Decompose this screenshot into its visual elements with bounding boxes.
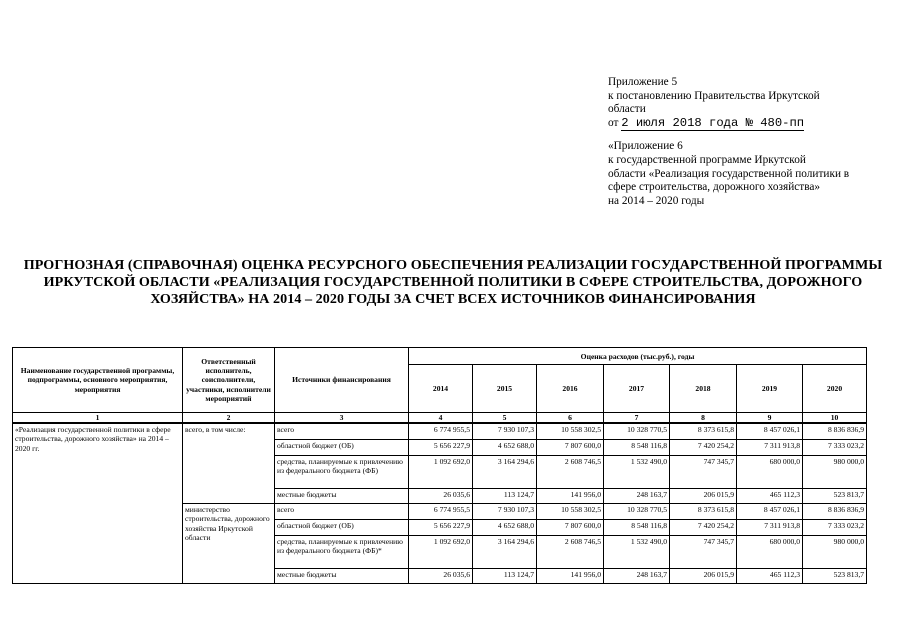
value-cell: 113 124,7: [473, 489, 537, 504]
value-cell: 465 112,3: [737, 489, 803, 504]
value-cell: 7 807 600,0: [537, 520, 604, 536]
value-cell: 10 328 770,5: [604, 423, 670, 440]
value-cell: 7 930 107,3: [473, 423, 537, 440]
appendix-line-1: Приложение 5: [608, 76, 678, 88]
value-cell: 980 000,0: [803, 536, 867, 569]
appendix-line-8: на 2014 – 2020 годы: [608, 194, 705, 207]
value-cell: 113 124,7: [473, 569, 537, 584]
value-cell: 747 345,7: [670, 456, 737, 489]
value-cell: 5 656 227,9: [409, 520, 473, 536]
value-cell: 7 333 023,2: [803, 520, 867, 536]
header-year: 2020: [803, 365, 867, 413]
value-cell: 7 311 913,8: [737, 440, 803, 456]
value-cell: 4 652 688,0: [473, 440, 537, 456]
column-number: 9: [737, 413, 803, 424]
appendix-line-7: области «Реализация государственной политики в сфере строительства, дорожного хозяйства»: [608, 167, 850, 194]
header-source: Источники финансирования: [275, 348, 409, 413]
value-cell: 4 652 688,0: [473, 520, 537, 536]
value-cell: 1 092 692,0: [409, 456, 473, 489]
header-year: 2015: [473, 365, 537, 413]
responsible-cell: всего, в том числе:: [183, 423, 275, 504]
value-cell: 6 774 955,5: [409, 423, 473, 440]
header-year: 2019: [737, 365, 803, 413]
value-cell: 747 345,7: [670, 536, 737, 569]
appendix-date-value: 2 июля 2018 года № 480-пп: [621, 115, 805, 130]
responsible-cell: министерство строительства, дорожного хозяйства Иркутской области: [183, 504, 275, 584]
value-cell: 206 015,9: [670, 569, 737, 584]
value-cell: 10 558 302,5: [537, 504, 604, 520]
value-cell: 8 457 026,1: [737, 504, 803, 520]
value-cell: 248 163,7: [604, 569, 670, 584]
value-cell: 10 558 302,5: [537, 423, 604, 440]
value-cell: 980 000,0: [803, 456, 867, 489]
source-cell: областной бюджет (ОБ): [275, 520, 409, 536]
header-row-top: [13, 348, 867, 365]
header-responsible: Ответственный исполнитель, соисполнители, участники, исполнители мероприятий: [183, 348, 275, 413]
header-year: 2017: [604, 365, 670, 413]
column-number: 2: [183, 413, 275, 424]
value-cell: 7 807 600,0: [537, 440, 604, 456]
value-cell: 680 000,0: [737, 456, 803, 489]
column-number: 5: [473, 413, 537, 424]
value-cell: 26 035,6: [409, 489, 473, 504]
appendix-date-line: [608, 117, 870, 131]
value-cell: 8 836 836,9: [803, 504, 867, 520]
value-cell: 10 328 770,5: [604, 504, 670, 520]
header-year: 2018: [670, 365, 737, 413]
program-name-cell: «Реализация государственной политики в сфере строительства, дорожного хозяйства» на 2014 – 2020 гг.: [13, 423, 183, 584]
column-number: 1: [13, 413, 183, 424]
header-estimate: Оценка расходов (тыс.руб.), годы: [409, 348, 867, 365]
value-cell: 206 015,9: [670, 489, 737, 504]
value-cell: 3 164 294,6: [473, 536, 537, 569]
appendix-line-5: «Приложение 6: [608, 140, 683, 153]
value-cell: 7 311 913,8: [737, 520, 803, 536]
value-cell: 7 420 254,2: [670, 520, 737, 536]
value-cell: 8 373 615,8: [670, 423, 737, 440]
value-cell: 141 956,0: [537, 569, 604, 584]
column-number: 8: [670, 413, 737, 424]
appendix-block: [608, 76, 870, 208]
value-cell: 7 420 254,2: [670, 440, 737, 456]
value-cell: 26 035,6: [409, 569, 473, 584]
value-cell: 465 112,3: [737, 569, 803, 584]
value-cell: 523 813,7: [803, 489, 867, 504]
column-number: 6: [537, 413, 604, 424]
value-cell: 680 000,0: [737, 536, 803, 569]
column-number: 4: [409, 413, 473, 424]
value-cell: 3 164 294,6: [473, 456, 537, 489]
value-cell: 8 548 116,8: [604, 440, 670, 456]
source-cell: областной бюджет (ОБ): [275, 440, 409, 456]
appendix-line-3: области: [608, 103, 646, 116]
value-cell: 7 930 107,3: [473, 504, 537, 520]
source-cell: местные бюджеты: [275, 489, 409, 504]
source-cell: всего: [275, 504, 409, 520]
value-cell: 1 532 490,0: [604, 456, 670, 489]
column-number: 3: [275, 413, 409, 424]
source-cell: средства, планируемые к привлечению из федерального бюджета (ФБ): [275, 456, 409, 489]
appendix-date-prefix: от: [608, 116, 619, 129]
column-number: 7: [604, 413, 670, 424]
value-cell: 2 608 746,5: [537, 536, 604, 569]
header-year: 2014: [409, 365, 473, 413]
value-cell: 8 373 615,8: [670, 504, 737, 520]
source-cell: средства, планируемые к привлечению из федерального бюджета (ФБ)*: [275, 536, 409, 569]
table-row: [13, 423, 867, 440]
column-number: 10: [803, 413, 867, 424]
source-cell: всего: [275, 423, 409, 440]
value-cell: 8 836 836,9: [803, 423, 867, 440]
value-cell: 1 092 692,0: [409, 536, 473, 569]
financing-table: [12, 347, 867, 584]
value-cell: 141 956,0: [537, 489, 604, 504]
appendix-line-2: к постановлению Правительства Иркутской: [608, 89, 820, 102]
column-number-row: [13, 413, 867, 424]
appendix-line-6: к государственной программе Иркутской: [608, 153, 806, 166]
header-name: Наименование государственной программы, подпрограммы, основного мероприятия, мероприятия: [13, 348, 183, 413]
value-cell: 1 532 490,0: [604, 536, 670, 569]
value-cell: 6 774 955,5: [409, 504, 473, 520]
source-cell: местные бюджеты: [275, 569, 409, 584]
header-year: 2016: [537, 365, 604, 413]
value-cell: 8 457 026,1: [737, 423, 803, 440]
value-cell: 248 163,7: [604, 489, 670, 504]
value-cell: 523 813,7: [803, 569, 867, 584]
document-title: ПРОГНОЗНАЯ (СПРАВОЧНАЯ) ОЦЕНКА РЕСУРСНОГО ОБЕСПЕЧЕНИЯ РЕАЛИЗАЦИИ ГОСУДАРСТВЕННОЙ ПРОГРАММЫ ИРКУТСКОЙ ОБЛАСТИ «РЕАЛИЗАЦИЯ ГОСУДАРСТВЕННОЙ ПОЛИТИКИ В СФЕРЕ СТРОИТЕЛЬСТВА, ДОРОЖНОГО ХОЗЯЙСТВА» НА 2014 – 2020 ГОДЫ ЗА СЧЕТ ВСЕХ ИСТОЧНИКОВ ФИНАНСИРОВАНИЯ: [23, 257, 883, 307]
value-cell: 7 333 023,2: [803, 440, 867, 456]
value-cell: 5 656 227,9: [409, 440, 473, 456]
value-cell: 8 548 116,8: [604, 520, 670, 536]
value-cell: 2 608 746,5: [537, 456, 604, 489]
